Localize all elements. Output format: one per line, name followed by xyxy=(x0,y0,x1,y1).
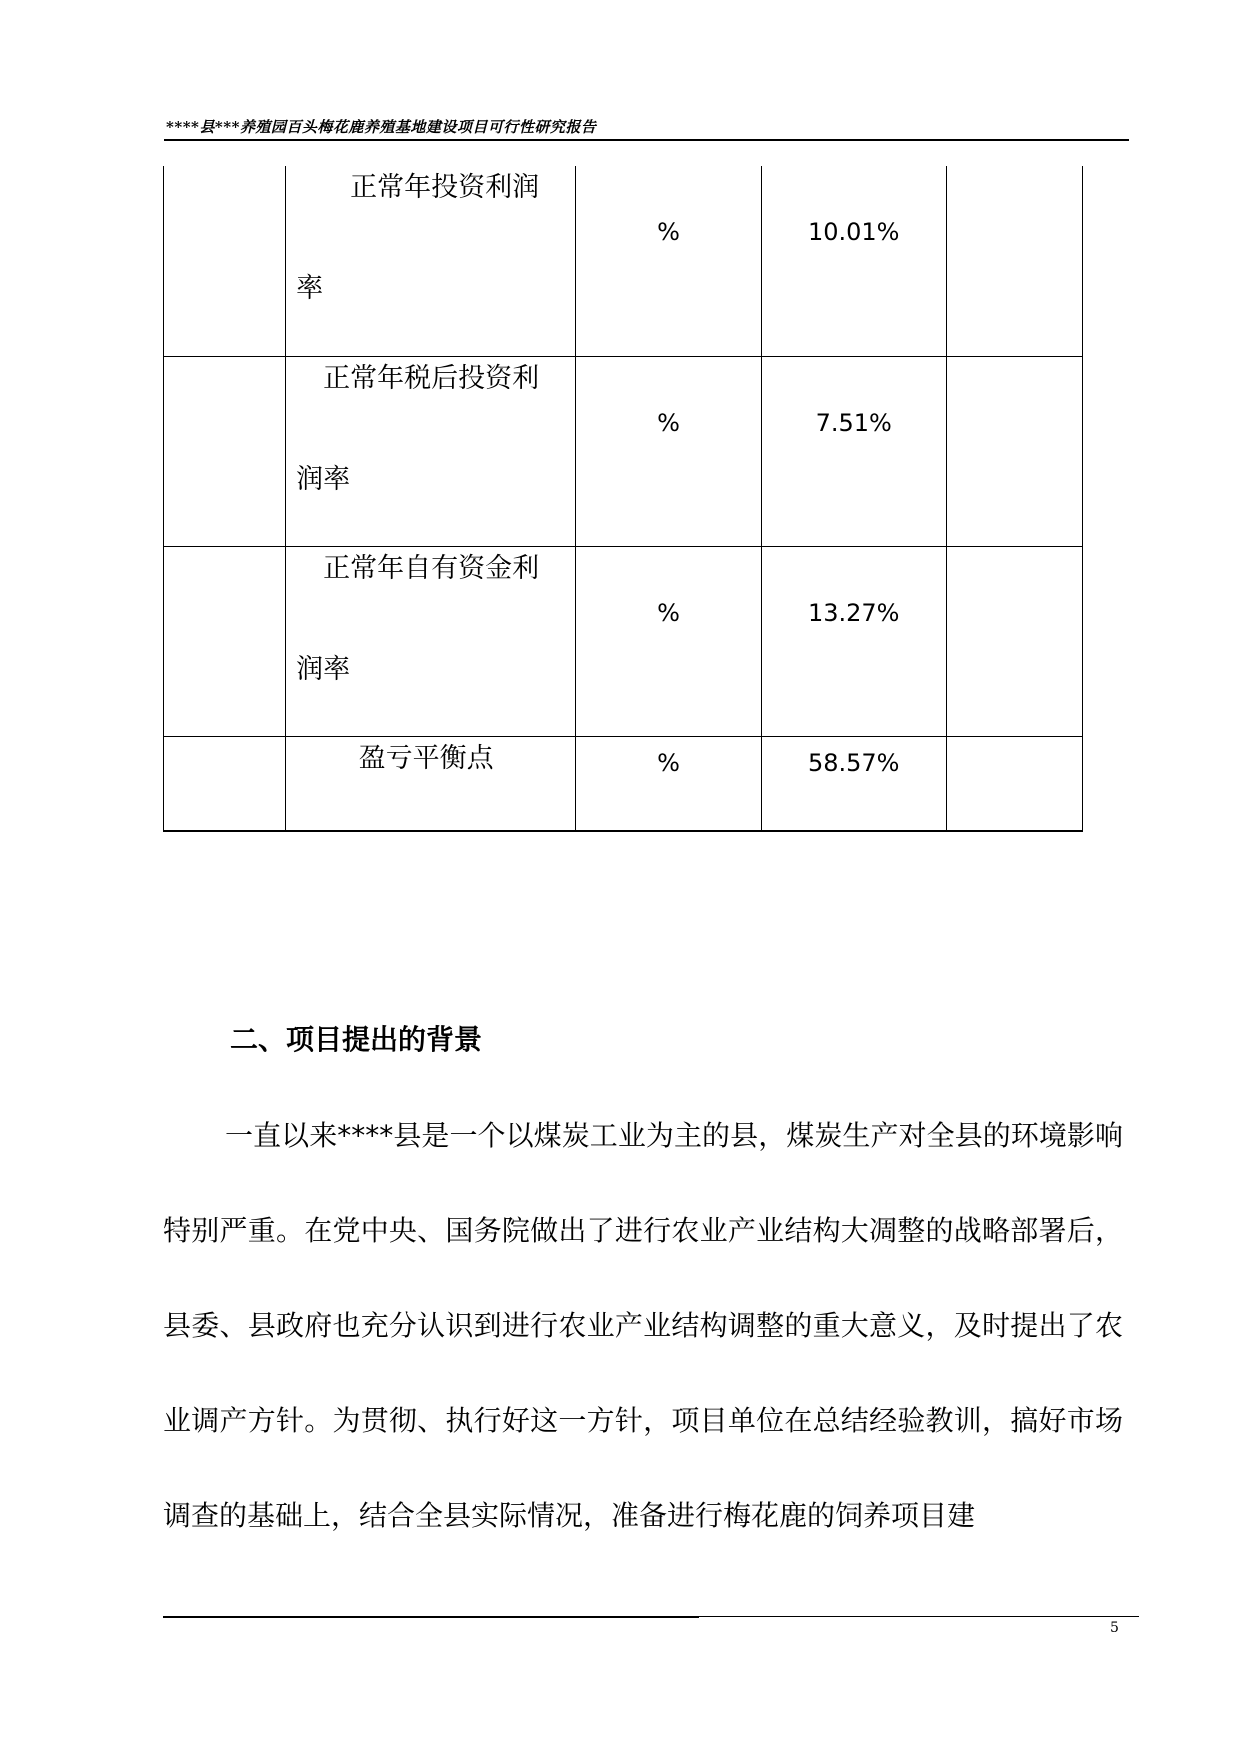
empty-cell xyxy=(164,166,286,356)
indicator-name-line2: 润率 xyxy=(296,653,351,685)
indicator-name: 盈亏平衡点 xyxy=(358,742,494,774)
unit-cell xyxy=(576,546,761,736)
unit-text: % xyxy=(657,408,680,437)
indicator-name-line2: 润率 xyxy=(296,463,351,495)
value-cell xyxy=(761,546,946,736)
value-cell xyxy=(761,166,946,356)
indicator-name-cell xyxy=(286,736,576,831)
empty-cell xyxy=(946,356,1082,546)
indicator-name-cell xyxy=(286,166,576,356)
running-header-title: ****县***养殖园百头梅花鹿养殖基地建设项目可行性研究报告 xyxy=(166,118,597,136)
footer-rule xyxy=(699,1616,1139,1617)
value-text: 10.01% xyxy=(807,218,900,246)
value-cell xyxy=(761,736,946,831)
indicator-name-cell xyxy=(286,546,576,736)
indicator-name-line1: 正常年自有资金利 xyxy=(296,552,540,584)
page-number: 5 xyxy=(1110,1620,1119,1636)
body-paragraph: 一直以来****县是一个以煤炭工业为主的县，煤炭生产对全县的环境影响特别严重。在党中央、国务院做出了进行农业产业结构大凋整的战略部署后，县委、县政府也充分认识到进行农业产业结构调整的重大意义，及时提出了农业调产方针。为贯彻、执行好这一方针，项目单位在总结经验教训，搞好市场调查的基础上，结合全县实际情况，准备进行梅花鹿的饲养项目建 xyxy=(163,1119,1123,1532)
value-text: 13.27% xyxy=(807,598,900,627)
value-text: 7.51% xyxy=(815,408,892,437)
value-cell xyxy=(761,356,946,546)
empty-cell xyxy=(946,166,1082,356)
indicator-name-line2: 率 xyxy=(296,273,324,304)
unit-cell xyxy=(576,166,761,356)
table-row xyxy=(164,736,1083,831)
unit-cell xyxy=(576,356,761,546)
empty-cell xyxy=(164,356,286,546)
empty-cell xyxy=(946,546,1082,736)
header-rule xyxy=(164,139,1129,141)
empty-cell xyxy=(946,736,1082,831)
table-row xyxy=(164,166,1083,356)
indicator-name-cell xyxy=(286,356,576,546)
empty-cell xyxy=(164,736,286,831)
unit-text: % xyxy=(657,598,680,627)
table-row xyxy=(164,546,1083,736)
unit-text: % xyxy=(657,748,680,777)
empty-cell xyxy=(164,546,286,736)
section-heading: 二、项目提出的背景 xyxy=(230,1023,483,1056)
unit-text: % xyxy=(657,218,680,246)
indicator-name-line1: 正常年投资利润 xyxy=(296,172,540,203)
unit-cell xyxy=(576,736,761,831)
table-row xyxy=(164,356,1083,546)
value-text: 58.57% xyxy=(807,748,900,777)
indicator-name-line1: 正常年税后投资利 xyxy=(296,362,540,394)
financial-indicators-table xyxy=(163,166,1083,832)
footer-rule xyxy=(163,1616,699,1618)
